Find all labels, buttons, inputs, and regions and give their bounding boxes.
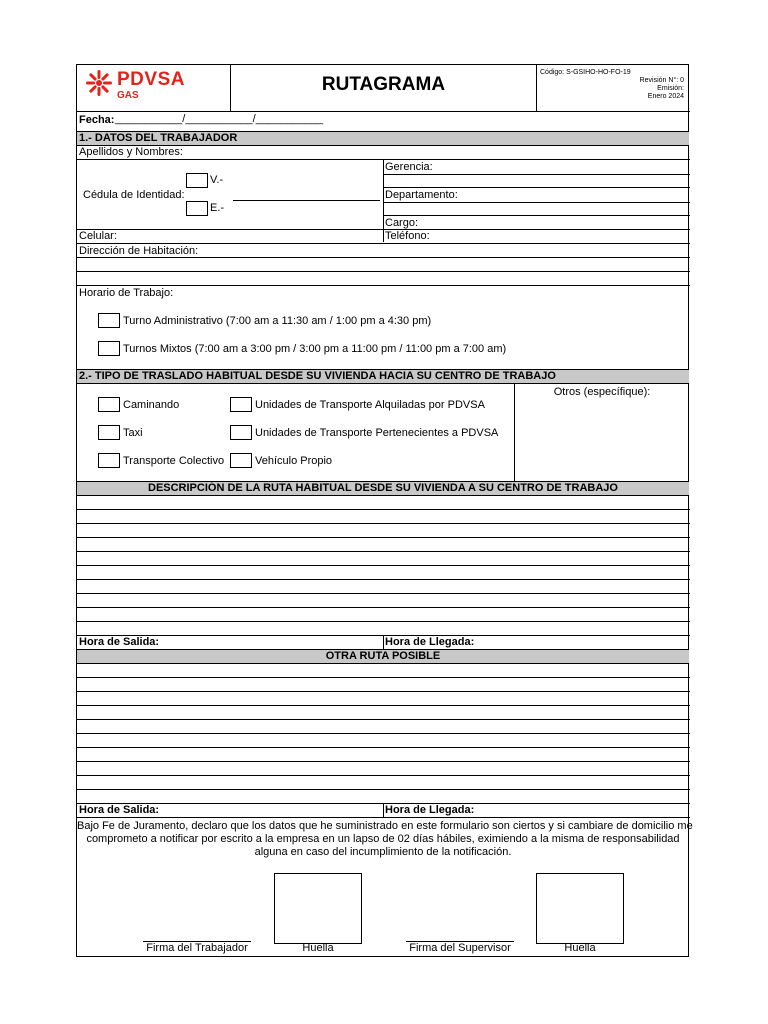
fecha-emision-text: Enero 2024 xyxy=(647,93,684,100)
codigo-text: Código: S-GSIHO-HO-FO-19 xyxy=(540,69,631,76)
horario-label: Horario de Trabajo: xyxy=(79,287,174,299)
cedula-e-label: E.- xyxy=(210,202,225,214)
hora-llegada-label: Hora de Llegada: xyxy=(385,636,475,648)
route-line[interactable] xyxy=(76,565,690,566)
vehiculo-checkbox[interactable] xyxy=(230,453,252,468)
row-line xyxy=(76,229,690,230)
revision-text: Revisión N°: 0 xyxy=(639,77,684,84)
huella-label-2: Huella xyxy=(564,942,596,954)
route-line[interactable] xyxy=(76,705,690,706)
route-line[interactable] xyxy=(76,733,690,734)
hora-divider xyxy=(383,635,384,649)
fecha-label: Fecha: xyxy=(79,114,115,126)
transporte-colectivo-checkbox[interactable] xyxy=(98,453,120,468)
row-line xyxy=(383,174,690,175)
row-line xyxy=(76,285,690,286)
route-line[interactable] xyxy=(76,579,690,580)
hora-salida-label: Hora de Salida: xyxy=(79,636,160,648)
turno-mixto-checkbox[interactable] xyxy=(98,341,120,356)
caminando-label: Caminando xyxy=(123,399,180,411)
route-line[interactable] xyxy=(76,551,690,552)
huella-box-2[interactable] xyxy=(536,873,624,944)
transporte-colectivo-label: Transporte Colectivo xyxy=(123,455,225,467)
emision-text: Emisión: xyxy=(657,85,684,92)
page-title: RUTAGRAMA xyxy=(321,74,446,95)
cedula-number-field[interactable] xyxy=(233,200,380,201)
route-line[interactable] xyxy=(76,593,690,594)
huella-box-1[interactable] xyxy=(274,873,362,944)
header-divider-right xyxy=(536,64,537,112)
row-line xyxy=(383,202,690,203)
row-line xyxy=(383,187,690,188)
row-line xyxy=(383,215,690,216)
apellidos-label: Apellidos y Nombres: xyxy=(79,146,183,158)
cargo-label: Cargo: xyxy=(385,217,419,229)
declaration-line1: Bajo Fe de Juramento, declaro que los datos que he suministrado en este formulario son ciertos y si cambiare de domicilio me xyxy=(77,820,693,832)
route-line[interactable] xyxy=(76,607,690,608)
section4-title: OTRA RUTA POSIBLE xyxy=(325,650,441,662)
turno-admin-checkbox[interactable] xyxy=(98,313,120,328)
brand-name: PDVSA xyxy=(117,69,185,90)
route-line[interactable] xyxy=(76,621,690,622)
route-line[interactable] xyxy=(76,789,690,790)
header-bottom-line xyxy=(76,111,690,112)
alquiladas-label: Unidades de Transporte Alquiladas por PDVSA xyxy=(255,399,485,411)
route-line[interactable] xyxy=(76,691,690,692)
caminando-checkbox[interactable] xyxy=(98,397,120,412)
hora-salida-label-2: Hora de Salida: xyxy=(79,804,160,816)
turno-mixto-label: Turnos Mixtos (7:00 am a 3:00 pm / 3:00 pm a 11:00 pm / 11:00 pm a 7:00 am) xyxy=(123,343,507,355)
telefono-label: Teléfono: xyxy=(385,230,430,242)
cedula-v-label: V.- xyxy=(210,174,224,186)
route-line[interactable] xyxy=(76,775,690,776)
brand-sub: GAS xyxy=(117,90,139,101)
pertenecientes-label: Unidades de Transporte Pertenecientes a PDVSA xyxy=(255,427,499,439)
pertenecientes-checkbox[interactable] xyxy=(230,425,252,440)
celular-label: Celular: xyxy=(79,230,117,242)
row-line xyxy=(76,257,690,258)
huella-label-1: Huella xyxy=(302,942,334,954)
direccion-label: Dirección de Habitación: xyxy=(79,245,199,257)
firma-supervisor-label: Firma del Supervisor xyxy=(409,942,511,954)
route-line[interactable] xyxy=(76,747,690,748)
taxi-label: Taxi xyxy=(123,427,143,439)
row-line xyxy=(76,243,690,244)
section2-title: 2.- TIPO DE TRASLADO HABITUAL DESDE SU VIVIENDA HACIA SU CENTRO DE TRABAJO xyxy=(79,370,556,382)
cedula-label: Cédula de Identidad: xyxy=(83,189,185,201)
fecha-input[interactable]: ___________/___________/___________ xyxy=(115,113,323,125)
vehiculo-label: Vehículo Propio xyxy=(255,455,333,467)
row-line xyxy=(76,817,690,818)
pdvsa-logo-icon xyxy=(84,68,114,98)
alquiladas-checkbox[interactable] xyxy=(230,397,252,412)
declaration-line2: comprometo a notificar por escrito a la empresa en un lapso de 02 días hábiles, eximiendo a la misma de responsabilidad xyxy=(86,833,680,845)
turno-admin-label: Turno Administrativo (7:00 am a 11:30 am / 1:00 pm a 4:30 pm) xyxy=(123,315,432,327)
declaration-line3: alguna en caso del incumplimiento de la notificación. xyxy=(254,846,512,858)
taxi-checkbox[interactable] xyxy=(98,425,120,440)
section3-title: DESCRIPCIÓN DE LA RUTA HABITUAL DESDE SU VIVIENDA A SU CENTRO DE TRABAJO xyxy=(148,482,618,494)
hora-llegada-label-2: Hora de Llegada: xyxy=(385,804,475,816)
firma-trabajador-label: Firma del Trabajador xyxy=(146,942,248,954)
route-line[interactable] xyxy=(76,523,690,524)
gerencia-label: Gerencia: xyxy=(385,161,433,173)
section1-title: 1.- DATOS DEL TRABAJADOR xyxy=(79,132,238,144)
route-line[interactable] xyxy=(76,719,690,720)
cedula-v-checkbox[interactable] xyxy=(186,173,208,188)
hora-divider-2 xyxy=(383,803,384,817)
departamento-label: Departamento: xyxy=(385,189,458,201)
route-line[interactable] xyxy=(76,509,690,510)
route-line[interactable] xyxy=(76,537,690,538)
otros-label: Otros (específique): xyxy=(553,386,651,398)
cedula-e-checkbox[interactable] xyxy=(186,201,208,216)
route-line[interactable] xyxy=(76,677,690,678)
row-line xyxy=(76,271,690,272)
route-line[interactable] xyxy=(76,761,690,762)
